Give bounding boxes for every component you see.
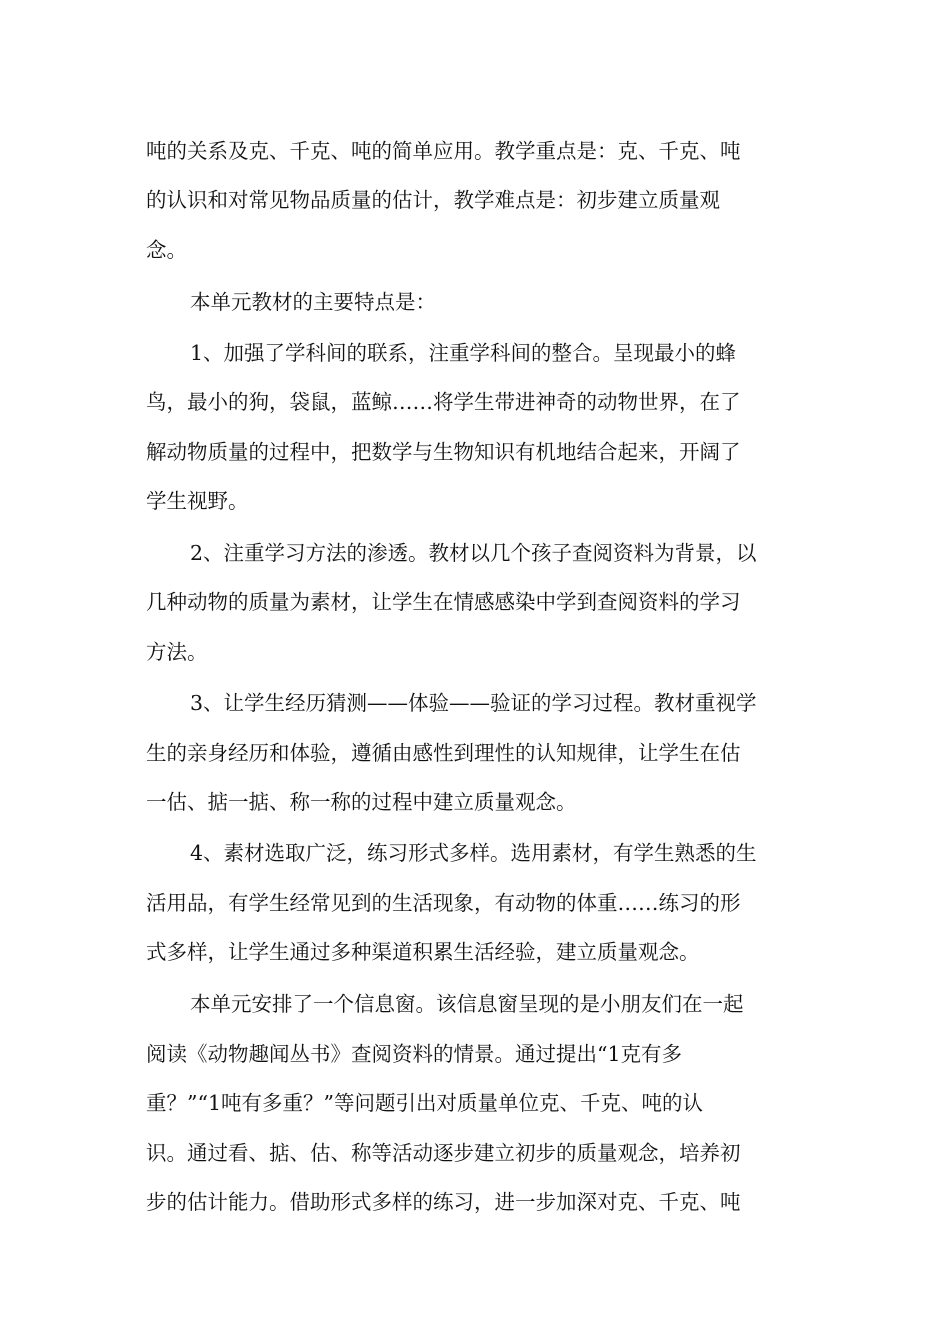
text-line: 本单元教材的主要特点是：	[190, 290, 436, 314]
text-line: 吨的关系及克、千克、吨的简单应用。教学重点是：克、千克、吨	[146, 139, 741, 163]
text-line: 3、让学生经历猜测——体验——验证的学习过程。教材重视学	[190, 691, 757, 715]
text-line: 识。通过看、掂、估、称等活动逐步建立初步的质量观念，培养初	[146, 1141, 741, 1165]
text-line: 阅读《动物趣闻丛书》查阅资料的情景。通过提出“1克有多	[146, 1042, 683, 1066]
text-line: 念。	[146, 238, 187, 262]
text-line: 重？”“1吨有多重？”等问题引出对质量单位克、千克、吨的认	[146, 1091, 703, 1115]
text-line: 式多样，让学生通过多种渠道积累生活经验，建立质量观念。	[146, 940, 700, 964]
text-line: 活用品，有学生经常见到的生活现象，有动物的体重……练习的形	[146, 891, 741, 915]
text-line: 1、加强了学科间的联系，注重学科间的整合。呈现最小的蜂	[190, 341, 737, 365]
text-line: 2、注重学习方法的渗透。教材以几个孩子查阅资料为背景，以	[190, 541, 757, 565]
text-line: 方法。	[146, 640, 208, 664]
text-line: 几种动物的质量为素材，让学生在情感感染中学到查阅资料的学习	[146, 590, 741, 614]
text-line: 一估、掂一掂、称一称的过程中建立质量观念。	[146, 790, 577, 814]
text-line: 本单元安排了一个信息窗。该信息窗呈现的是小朋友们在一起	[190, 992, 744, 1016]
text-line: 的认识和对常见物品质量的估计，教学难点是：初步建立质量观	[146, 188, 720, 212]
text-line: 学生视野。	[146, 489, 249, 513]
text-line: 4、素材选取广泛，练习形式多样。选用素材，有学生熟悉的生	[190, 841, 757, 865]
text-line: 步的估计能力。借助形式多样的练习，进一步加深对克、千克、吨	[146, 1190, 741, 1214]
text-line: 解动物质量的过程中，把数学与生物知识有机地结合起来，开阔了	[146, 440, 741, 464]
text-line: 生的亲身经历和体验，遵循由感性到理性的认知规律，让学生在估	[146, 741, 741, 765]
text-line: 鸟，最小的狗，袋鼠，蓝鲸……将学生带进神奇的动物世界，在了	[146, 390, 741, 414]
